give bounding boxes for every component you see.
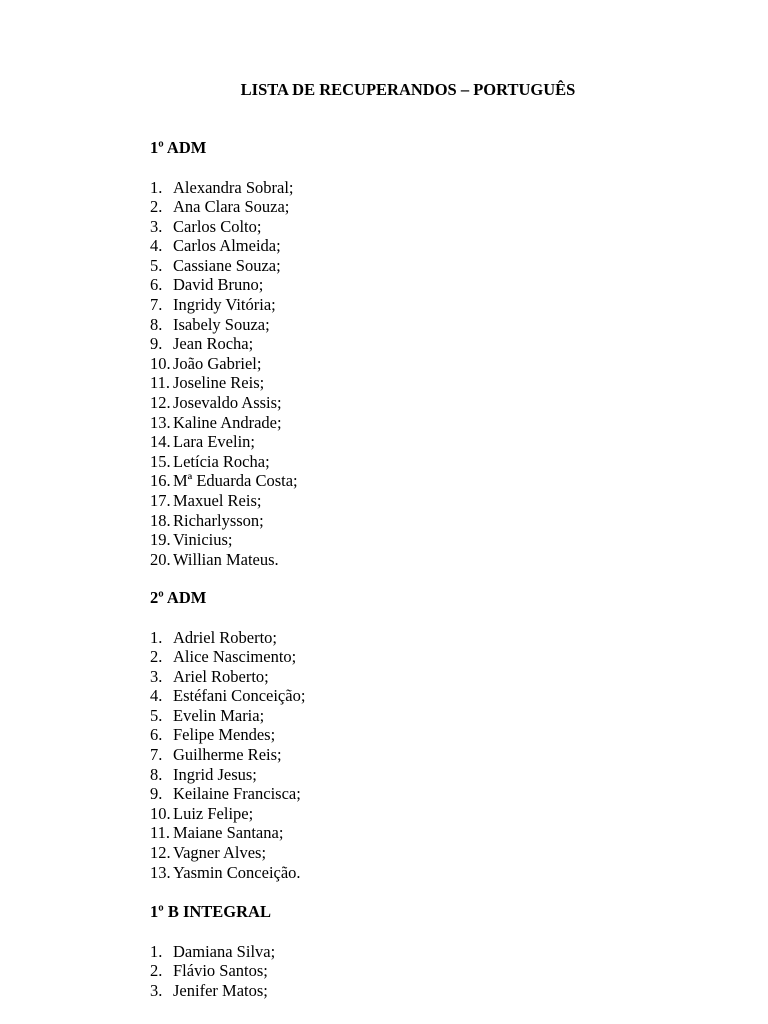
student-name: Guilherme Reis; [173, 745, 282, 765]
list-item-number: 4. [150, 686, 163, 706]
student-name: David Bruno; [173, 275, 264, 295]
list-item-number: 14. [150, 432, 171, 452]
list-item-number: 1. [150, 941, 163, 961]
list-item [150, 178, 710, 198]
list-item-number: 3. [150, 216, 163, 236]
section-1-adm [150, 138, 710, 569]
list-item [150, 334, 710, 354]
student-name: Joseline Reis; [173, 373, 265, 393]
student-name: Keilaine Francisca; [173, 784, 301, 804]
list-item [150, 256, 710, 276]
list-item-number: 11. [150, 823, 171, 843]
list-item [150, 823, 710, 843]
student-name: Vagner Alves; [173, 843, 267, 863]
list-item-number: 2. [150, 647, 163, 667]
list-item [150, 217, 710, 237]
section-2-adm [150, 588, 710, 882]
list-item [150, 745, 710, 765]
list-item [150, 373, 710, 393]
list-item-number: 12. [150, 843, 171, 863]
student-name: Kaline Andrade; [173, 412, 282, 432]
student-list [150, 628, 710, 883]
list-item-number: 7. [150, 295, 163, 315]
student-name: Alexandra Sobral; [173, 177, 294, 197]
list-item-number: 4. [150, 236, 163, 256]
list-item [150, 981, 710, 1001]
list-item-number: 10. [150, 353, 171, 373]
student-name: Isabely Souza; [173, 314, 270, 334]
list-item-number: 19. [150, 530, 171, 550]
student-name: Carlos Almeida; [173, 236, 281, 256]
list-item [150, 452, 710, 472]
student-name: Richarlysson; [173, 510, 264, 530]
student-name: Ingrid Jesus; [173, 764, 257, 784]
student-name: João Gabriel; [173, 353, 262, 373]
list-item [150, 784, 710, 804]
student-name: Lara Evelin; [173, 432, 256, 452]
list-item [150, 295, 710, 315]
list-item-number: 8. [150, 764, 163, 784]
list-item-number: 6. [150, 725, 163, 745]
list-item-number: 15. [150, 451, 171, 471]
list-item-number: 5. [150, 255, 163, 275]
list-item-number: 1. [150, 627, 163, 647]
list-item-number: 3. [150, 666, 163, 686]
student-name: Alice Nascimento; [173, 647, 297, 667]
list-item [150, 725, 710, 745]
list-item [150, 942, 710, 962]
list-item-number: 7. [150, 745, 163, 765]
list-item [150, 511, 710, 531]
list-item [150, 315, 710, 335]
student-name: Flávio Santos; [173, 961, 268, 981]
list-item-number: 1. [150, 177, 163, 197]
student-name: Damiana Silva; [173, 941, 276, 961]
list-item [150, 843, 710, 863]
list-item-number: 11. [150, 373, 171, 393]
section-heading: 1º B INTEGRAL [150, 902, 271, 921]
section-1-b-integral [150, 902, 710, 1000]
list-item-number: 6. [150, 275, 163, 295]
student-list [150, 942, 710, 1001]
list-item [150, 413, 710, 433]
student-name: Jenifer Matos; [173, 980, 268, 1000]
list-item-number: 8. [150, 314, 163, 334]
list-item-number: 5. [150, 705, 163, 725]
list-item [150, 491, 710, 511]
student-name: Yasmin Conceição. [173, 862, 301, 882]
list-item-number: 12. [150, 393, 171, 413]
student-name: Ingridy Vitória; [173, 295, 276, 315]
student-name: Maxuel Reis; [173, 491, 262, 510]
student-name: Ariel Roberto; [173, 666, 269, 686]
student-name: Felipe Mendes; [173, 725, 276, 745]
list-item-number: 2. [150, 197, 163, 217]
student-name: Adriel Roberto; [173, 627, 278, 647]
student-name: Evelin Maria; [173, 705, 265, 725]
list-item [150, 765, 710, 785]
list-item [150, 686, 710, 706]
student-name: Jean Rocha; [173, 334, 254, 354]
list-item [150, 667, 710, 687]
list-item [150, 236, 710, 256]
student-list [150, 178, 710, 570]
student-name: Mª Eduarda Costa; [173, 471, 298, 491]
list-item [150, 432, 710, 452]
list-item-number: 10. [150, 803, 171, 823]
list-item [150, 647, 710, 667]
student-name: Letícia Rocha; [173, 451, 270, 471]
student-name: Maiane Santana; [173, 823, 284, 843]
list-item [150, 530, 710, 550]
list-item [150, 354, 710, 374]
list-item-number: 16. [150, 471, 171, 491]
student-name: Ana Clara Souza; [173, 197, 290, 217]
list-item-number: 17. [150, 491, 171, 510]
section-heading: 2º ADM [150, 588, 207, 607]
list-item [150, 393, 710, 413]
document-title: LISTA DE RECUPERANDOS – PORTUGUÊS [240, 80, 576, 99]
student-name: Vinicius; [173, 530, 233, 550]
student-name: Estéfani Conceição; [173, 686, 306, 706]
list-item-number: 18. [150, 510, 171, 530]
student-name: Willian Mateus. [173, 549, 279, 569]
section-heading: 1º ADM [150, 138, 207, 157]
list-item-number: 13. [150, 862, 171, 882]
list-item [150, 804, 710, 824]
list-item [150, 706, 710, 726]
list-item [150, 197, 710, 217]
student-name: Luiz Felipe; [173, 803, 254, 823]
list-item [150, 550, 710, 570]
list-item [150, 471, 710, 491]
list-item [150, 628, 710, 648]
list-item-number: 3. [150, 980, 163, 1000]
list-item-number: 9. [150, 334, 163, 354]
list-item [150, 961, 710, 981]
list-item [150, 275, 710, 295]
student-name: Carlos Colto; [173, 216, 262, 236]
list-item-number: 2. [150, 961, 163, 981]
student-name: Cassiane Souza; [173, 255, 281, 275]
list-item-number: 13. [150, 412, 171, 432]
list-item [150, 863, 710, 883]
list-item-number: 20. [150, 549, 171, 569]
student-name: Josevaldo Assis; [173, 393, 282, 413]
list-item-number: 9. [150, 784, 163, 804]
